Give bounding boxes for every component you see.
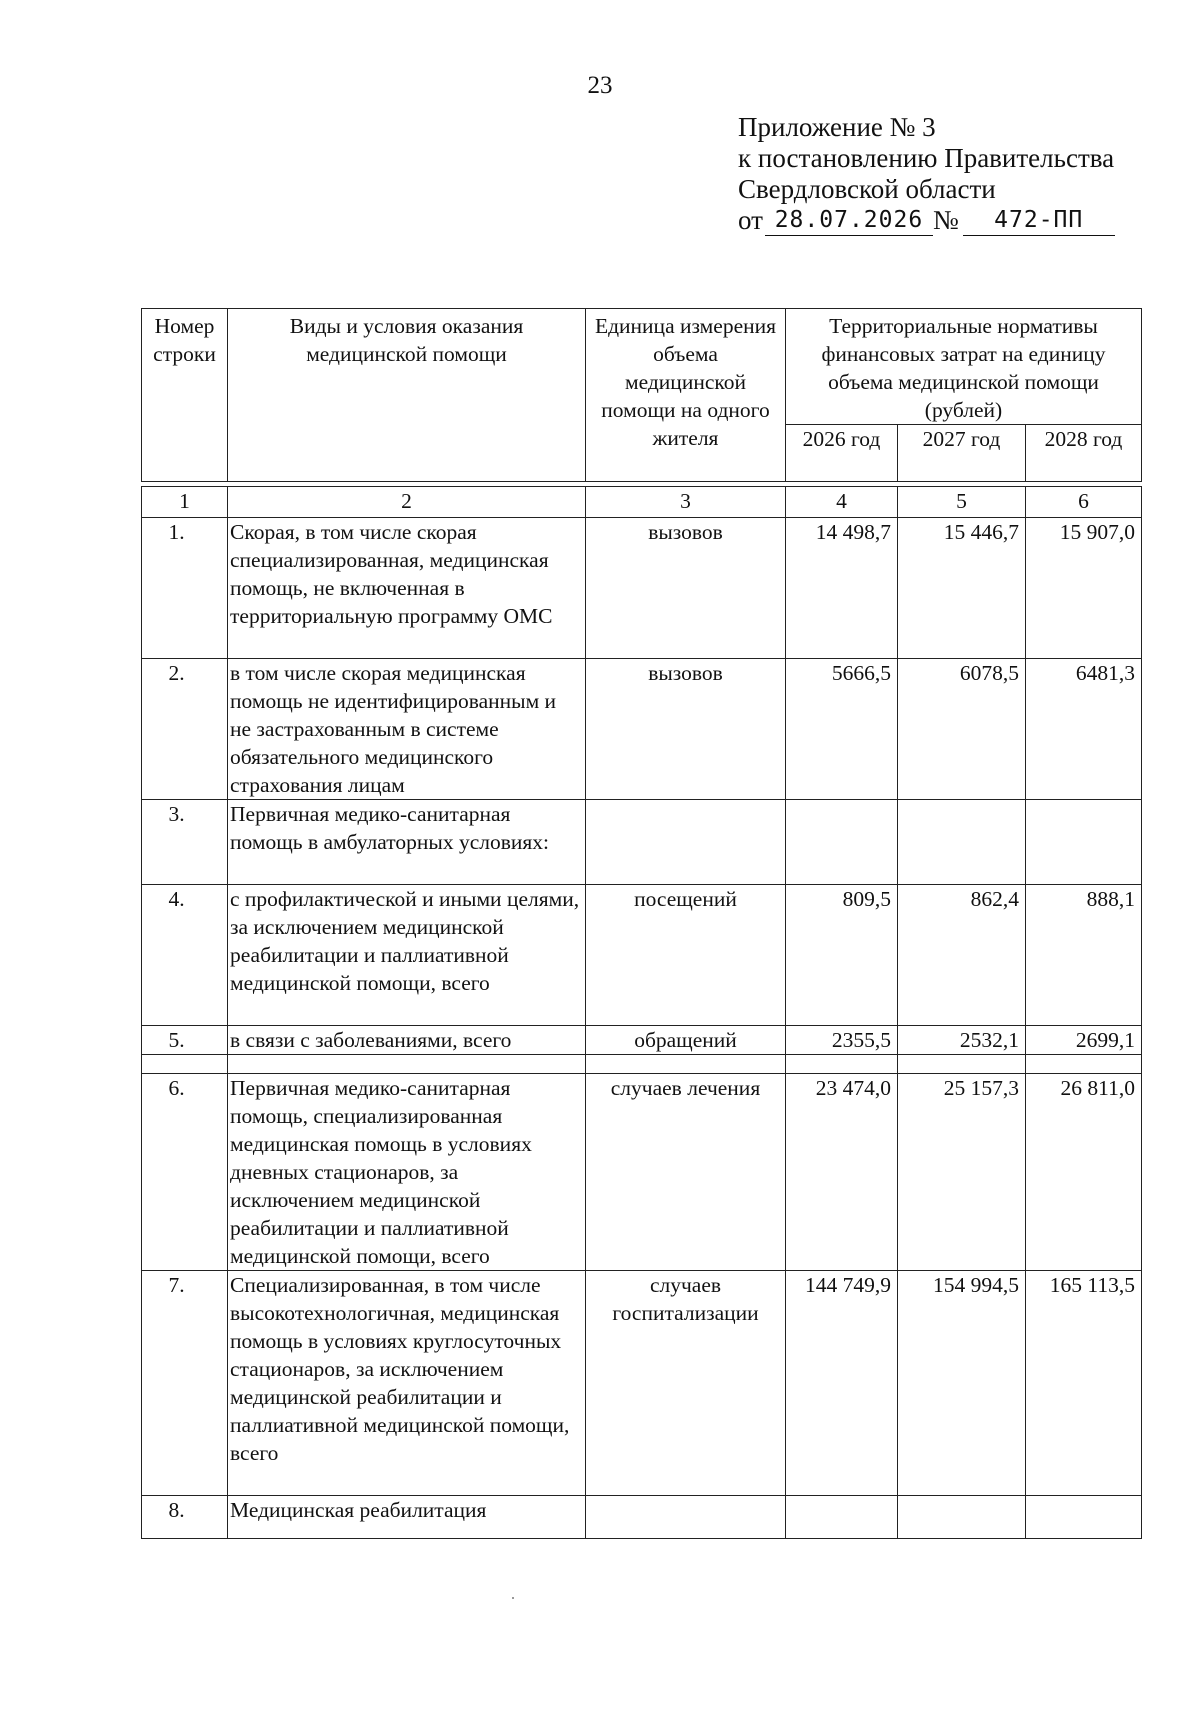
value-2026: 2355,5	[786, 1026, 898, 1055]
document-date: 28.07.2026	[765, 207, 933, 236]
table-row	[142, 1026, 1142, 1055]
value-2026: 23 474,0	[786, 1074, 898, 1271]
row-number: 5.	[142, 1026, 228, 1055]
table-row	[142, 885, 1142, 1026]
value-2026: 5666,5	[786, 659, 898, 800]
care-type-cell: в том числе скорая медицинская помощь не идентифицированным и не застрахованным в системе обязательного медицинского страхования лицам	[228, 659, 586, 800]
table-row	[142, 518, 1142, 659]
appendix-region-line: Свердловской области	[738, 174, 996, 204]
header-year-2026: 2026 год	[786, 425, 898, 482]
care-type-cell: Первичная медико-санитарная помощь в амбулаторных условиях:	[228, 800, 586, 885]
unit-cell: случаев госпитализации	[586, 1271, 786, 1496]
value-2028: 15 907,0	[1026, 518, 1142, 659]
column-index: 1	[142, 487, 228, 518]
header-row-number: Номер строки	[142, 309, 228, 482]
table-row	[142, 1271, 1142, 1496]
column-index-row	[142, 487, 1142, 518]
value-2027: 154 994,5	[898, 1271, 1026, 1496]
column-index: 2	[228, 487, 586, 518]
column-index: 5	[898, 487, 1026, 518]
column-index: 3	[586, 487, 786, 518]
column-index: 6	[1026, 487, 1142, 518]
row-number: 7.	[142, 1271, 228, 1496]
appendix-date-number-line	[738, 205, 1115, 236]
column-index: 4	[786, 487, 898, 518]
value-2028: 6481,3	[1026, 659, 1142, 800]
value-2027	[898, 1496, 1026, 1539]
unit-cell: посещений	[586, 885, 786, 1026]
unit-cell: случаев лечения	[586, 1074, 786, 1271]
value-2027: 2532,1	[898, 1026, 1026, 1055]
value-2026	[786, 800, 898, 885]
value-2027: 15 446,7	[898, 518, 1026, 659]
unit-cell: вызовов	[586, 659, 786, 800]
row-number: 8.	[142, 1496, 228, 1539]
value-2027: 25 157,3	[898, 1074, 1026, 1271]
value-2026: 14 498,7	[786, 518, 898, 659]
care-type-cell: в связи с заболеваниями, всего	[228, 1026, 586, 1055]
value-2027: 862,4	[898, 885, 1026, 1026]
appendix-title: Приложение № 3	[738, 112, 936, 142]
care-type-cell: с профилактической и иными целями, за исключением медицинской реабилитации и паллиативной медицинской помощи, всего	[228, 885, 586, 1026]
unit-cell	[586, 1496, 786, 1539]
value-2026	[786, 1496, 898, 1539]
value-2027	[898, 800, 1026, 885]
table-row	[142, 1496, 1142, 1539]
document-number: 472-ПП	[963, 207, 1115, 236]
care-type-cell: Медицинская реабилитация	[228, 1496, 586, 1539]
value-2027: 6078,5	[898, 659, 1026, 800]
care-type-cell: Специализированная, в том числе высокотехнологичная, медицинская помощь в условиях круглосуточных стационаров, за исключением медицинской реабилитации и паллиативной медицинской помощи, всего	[228, 1271, 586, 1496]
table-row	[142, 1074, 1142, 1271]
scan-speck	[512, 1597, 514, 1599]
header-year-2027: 2027 год	[898, 425, 1026, 482]
table-row	[142, 659, 1142, 800]
row-spacer	[142, 1055, 1142, 1074]
value-2028	[1026, 1496, 1142, 1539]
page-number: 23	[587, 72, 613, 99]
table-header-row	[142, 309, 1142, 425]
unit-cell: вызовов	[586, 518, 786, 659]
unit-cell	[586, 800, 786, 885]
header-norms: Территориальные нормативы финансовых затрат на единицу объема медицинской помощи (рублей)	[786, 309, 1142, 425]
header-year-2028: 2028 год	[1026, 425, 1142, 482]
care-type-cell: Скорая, в том числе скорая специализированная, медицинская помощь, не включенная в территориальную программу ОМС	[228, 518, 586, 659]
from-label: от	[738, 205, 763, 235]
value-2028: 2699,1	[1026, 1026, 1142, 1055]
table-row	[142, 800, 1142, 885]
appendix-header	[738, 112, 1115, 236]
value-2028: 165 113,5	[1026, 1271, 1142, 1496]
row-number: 4.	[142, 885, 228, 1026]
row-number: 2.	[142, 659, 228, 800]
care-type-cell: Первичная медико-санитарная помощь, специализированная медицинская помощь в условиях дневных стационаров, за исключением медицинской реабилитации и паллиативной медицинской помощи, всего	[228, 1074, 586, 1271]
value-2026: 809,5	[786, 885, 898, 1026]
number-label: №	[932, 205, 959, 235]
value-2028: 888,1	[1026, 885, 1142, 1026]
unit-cell: обращений	[586, 1026, 786, 1055]
value-2028: 26 811,0	[1026, 1074, 1142, 1271]
value-2028	[1026, 800, 1142, 885]
row-number: 6.	[142, 1074, 228, 1271]
header-care-type: Виды и условия оказания медицинской помощи	[228, 309, 586, 482]
appendix-resolution-line: к постановлению Правительства	[738, 143, 1115, 173]
row-number: 1.	[142, 518, 228, 659]
header-unit: Единица измерения объема медицинской помощи на одного жителя	[586, 309, 786, 482]
value-2026: 144 749,9	[786, 1271, 898, 1496]
financial-norms-table	[141, 308, 1142, 1539]
row-number: 3.	[142, 800, 228, 885]
